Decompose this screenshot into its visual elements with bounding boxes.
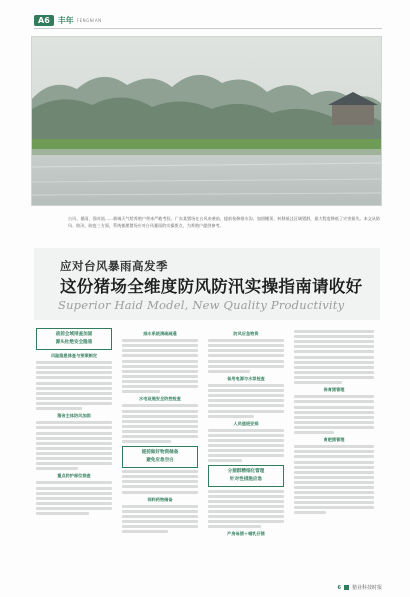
title-line-1: 应对台风暴雨高发季 [60,259,168,273]
text-column-3 [208,328,284,539]
subheading: 水电设施安全防控检查 [139,396,181,402]
column-name-en: FENGNIAN [76,17,102,23]
subheading: 饲料药物储备 [147,496,173,502]
section-box-2: 提前做好物资储备 避免应急空白 [122,446,198,468]
text-column-1 [36,328,112,517]
subheading: 防风应急物资 [233,331,259,336]
flood-photo [31,36,382,206]
subheading: 猪舍主体防风加固 [57,413,91,419]
subheading: 备用电源与水泵检查 [227,375,265,381]
subheading: 育肥猪管理 [323,437,345,443]
subheading: 重点防护部位排查 [57,473,91,479]
text-column-4 [294,328,374,517]
header-rule [34,28,382,29]
text-column-2 [122,328,198,535]
page-number-badge: A6 [34,15,54,26]
title-line-2: 这份猪场全维度防风防汛实操指南请收好 [60,277,363,296]
page-header [34,12,102,28]
footer-square-icon [344,585,349,590]
subheading: 保育猪管理 [323,387,345,393]
section-box-1: 战前全域排查加固 源头杜绝安全隐患 [36,328,112,350]
subheading: 人员值班安排 [233,420,259,426]
footer-label: 猪业科技时报 [351,585,382,591]
subheading: 排水系统清疏疏通 [143,331,177,336]
subheading: 风险隐患排查与预案制定 [50,353,98,358]
column-name: 丰年 [57,15,74,25]
photo-caption: 台风、暴雨、强对流……极端天气给养殖户带来严峻考验。广东某猪场在台风来袭前，提前检修排水沟、加固棚顶、转移低洼区域猪群，最大程度降低了灾害损失。本文从防风、防汛、防疫三方面，系统梳理猪场应对台风暴雨的实操要点，为养殖户提供参考。 [68,216,380,228]
section-box-3: 分猪群精细化管理 针对性措施应急 [208,465,284,487]
subheading: 产房母猪＋哺乳仔猪 [227,531,265,537]
footer-page-number: 6 [337,584,341,591]
subtitle-english: Superior Haid Model, New Quality Productivity [58,298,345,312]
page-footer [338,584,383,591]
